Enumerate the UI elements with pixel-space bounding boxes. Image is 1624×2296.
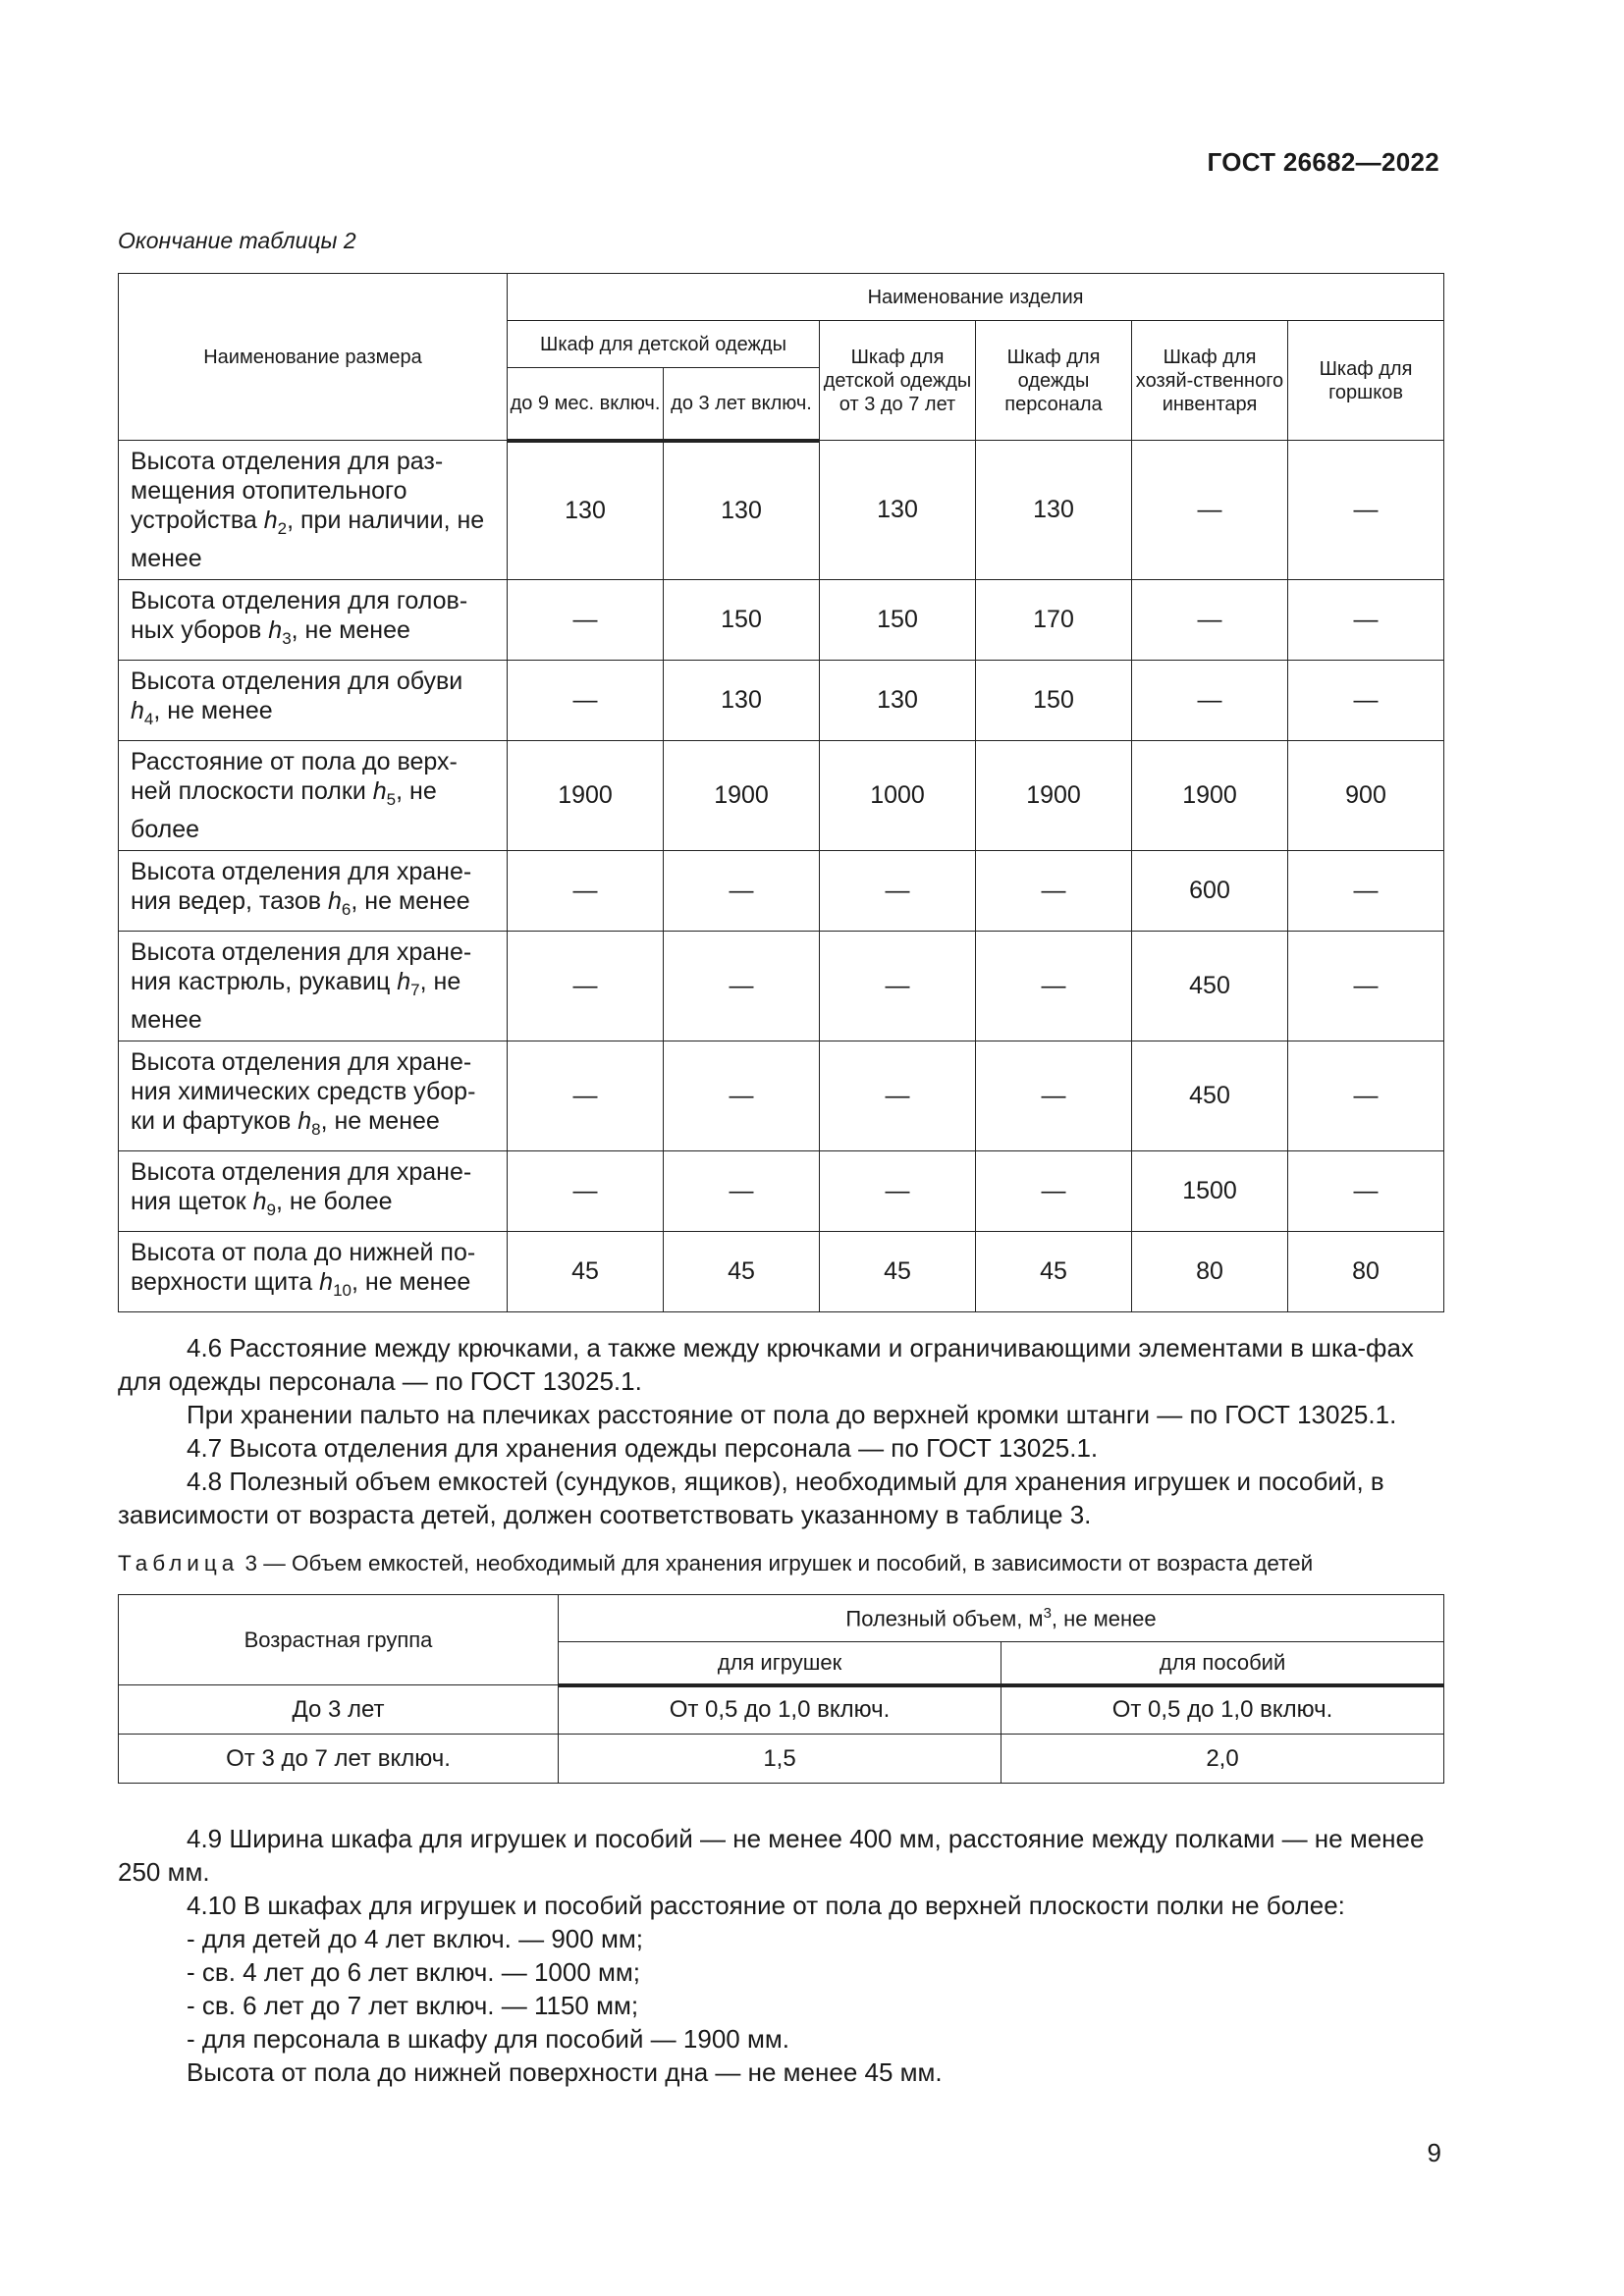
table-cell: — [1288, 932, 1444, 1041]
table-cell: — [508, 580, 664, 661]
paragraph-4-8: 4.8 Полезный объем емкостей (сундуков, ящиков), необходимый для хранения игрушек и пособий, в зависимости от возраста детей, должен соответствовать указанному в таблице 3. [118, 1467, 1384, 1529]
table-cell: От 0,5 до 1,0 включ. [1001, 1685, 1444, 1735]
page-number: 9 [1427, 2138, 1441, 2167]
table-cell: — [1132, 661, 1288, 741]
table-cell: 600 [1132, 851, 1288, 932]
table-cell: — [976, 1151, 1132, 1232]
table-row [119, 741, 1444, 851]
table-cell: 1000 [820, 741, 976, 851]
table-cell: 130 [664, 441, 820, 580]
row-label: Высота от пола до нижней по-верхности щита $h_{10}$, не менее [119, 1232, 508, 1312]
table-cell: — [1288, 661, 1444, 741]
paragraph-bottom-height: Высота от пола до нижней поверхности дна — не менее 45 мм. [187, 2057, 943, 2087]
table-cell: 2,0 [1001, 1735, 1444, 1784]
table-cell: 130 [976, 441, 1132, 580]
table-cell: 130 [820, 661, 976, 741]
list-item: - св. 6 лет до 7 лет включ. — 1150 мм; [187, 1991, 639, 2020]
table-cell: — [976, 932, 1132, 1041]
paragraph-4-10: 4.10 В шкафах для игрушек и пособий расстояние от пола до верхней плоскости полки не более: [187, 1891, 1345, 1920]
table-cell: 150 [664, 580, 820, 661]
volume-table [118, 1594, 1444, 1784]
table3-title [118, 1551, 1443, 1576]
table-cell: — [1288, 1151, 1444, 1232]
table-cell: 150 [976, 661, 1132, 741]
table-cell: — [1288, 1041, 1444, 1151]
list-item: - для персонала в шкафу для пособий — 1900 мм. [187, 2024, 789, 2054]
table-row [119, 932, 1444, 1041]
table-cell: — [1132, 441, 1288, 580]
age-group-header: Возрастная группа [119, 1595, 559, 1685]
table-cell: 130 [508, 441, 664, 580]
table-row [119, 1151, 1444, 1232]
table-cell: — [820, 932, 976, 1041]
children-wardrobe-header: Шкаф для детской одежды [508, 321, 820, 368]
sub-3-years-header: до 3 лет включ. [664, 368, 820, 441]
table-cell: 80 [1288, 1232, 1444, 1312]
row-label: Высота отделения для хране-ния ведер, тазов $h_6$, не менее [119, 851, 508, 932]
household-wardrobe-header: Шкаф для хозяй-ственного инвентаря [1132, 321, 1288, 441]
table-cell: 1900 [664, 741, 820, 851]
size-name-header: Наименование размера [119, 274, 508, 441]
table-caption: Окончание таблицы 2 [118, 228, 356, 253]
table-cell: 1500 [1132, 1151, 1288, 1232]
row-label: Высота отделения для хране-ния кастрюль, рукавиц $h_7$, не менее [119, 932, 508, 1041]
table-row [119, 441, 1444, 580]
table-row [119, 661, 1444, 741]
table-row [119, 1232, 1444, 1312]
row-label: Высота отделения для хране-ния химических средств убор-ки и фартуков $h_8$, не менее [119, 1041, 508, 1151]
table-cell: — [820, 1041, 976, 1151]
table-cell: 45 [508, 1232, 664, 1312]
table-cell: От 3 до 7 лет включ. [119, 1735, 559, 1784]
aids-header: для пособий [1001, 1642, 1444, 1685]
table-cell: 80 [1132, 1232, 1288, 1312]
table-cell: 130 [664, 661, 820, 741]
paragraph-4-6: 4.6 Расстояние между крючками, а также между крючками и ограничивающими элементами в шка-фах для одежды персонала — по ГОСТ 13025.1. [118, 1333, 1414, 1396]
table-cell: — [508, 1151, 664, 1232]
table-cell: — [508, 661, 664, 741]
paragraph-4-9: 4.9 Ширина шкафа для игрушек и пособий — не менее 400 мм, расстояние между полками — не менее 250 мм. [118, 1824, 1425, 1887]
potty-wardrobe-header: Шкаф для горшков [1288, 321, 1444, 441]
table-cell: 45 [664, 1232, 820, 1312]
table-cell: — [1288, 580, 1444, 661]
table-row [119, 851, 1444, 932]
row-label: Высота отделения для обуви $h_4$, не менее [119, 661, 508, 741]
table-cell: — [1132, 580, 1288, 661]
table-cell: — [820, 1151, 976, 1232]
table3-word: Таблица [118, 1551, 240, 1575]
table-cell: — [976, 1041, 1132, 1151]
table-cell: — [664, 851, 820, 932]
dimensions-table [118, 273, 1444, 1312]
table-cell: 900 [1288, 741, 1444, 851]
table-cell: 1900 [1132, 741, 1288, 851]
table-cell: 1900 [508, 741, 664, 851]
table-cell: 150 [820, 580, 976, 661]
table-cell: 1900 [976, 741, 1132, 851]
table-cell: — [508, 1041, 664, 1151]
row-label: Расстояние от пола до верх-ней плоскости полки $h_5$, не более [119, 741, 508, 851]
sub-9-months-header: до 9 мес. включ. [508, 368, 664, 441]
row-label: Высота отделения для раз-мещения отопительного устройства $h_2$, при наличии, не менее [119, 441, 508, 580]
table-cell: — [508, 932, 664, 1041]
useful-volume-header: Полезный объем, $м^3$, не менее [559, 1595, 1444, 1642]
table-cell: 450 [1132, 932, 1288, 1041]
table-cell: До 3 лет [119, 1685, 559, 1735]
kids-3-7-header: Шкаф для детской одежды от 3 до 7 лет [820, 321, 976, 441]
table-cell: — [1288, 851, 1444, 932]
product-name-header: Наименование изделия [508, 274, 1444, 321]
table-cell: 450 [1132, 1041, 1288, 1151]
table-cell: — [1288, 441, 1444, 580]
table-row [119, 580, 1444, 661]
table-cell: — [508, 851, 664, 932]
table-cell: 45 [976, 1232, 1132, 1312]
paragraph-coat-note: При хранении пальто на плечиках расстояние от пола до верхней кромки штанги — по ГОСТ 13025.1. [187, 1400, 1397, 1429]
table-cell: — [664, 1151, 820, 1232]
toys-header: для игрушек [559, 1642, 1001, 1685]
table-row [119, 1041, 1444, 1151]
list-item: - св. 4 лет до 6 лет включ. — 1000 мм; [187, 1957, 640, 1987]
table-cell: — [664, 1041, 820, 1151]
table-cell: 1,5 [559, 1735, 1001, 1784]
table-cell: 45 [820, 1232, 976, 1312]
table-cell: 130 [820, 441, 976, 580]
table-cell: — [664, 932, 820, 1041]
document-code: ГОСТ 26682—2022 [1207, 147, 1439, 177]
table-cell: 170 [976, 580, 1132, 661]
table-cell: От 0,5 до 1,0 включ. [559, 1685, 1001, 1735]
list-item: - для детей до 4 лет включ. — 900 мм; [187, 1924, 643, 1953]
table3-title-text: 3 — Объем емкостей, необходимый для хранения игрушек и пособий, в зависимости от возраста детей [239, 1551, 1314, 1575]
row-label: Высота отделения для хране-ния щеток $h_9$, не более [119, 1151, 508, 1232]
table-cell: — [820, 851, 976, 932]
staff-wardrobe-header: Шкаф для одежды персонала [976, 321, 1132, 441]
row-label: Высота отделения для голов-ных уборов $h_3$, не менее [119, 580, 508, 661]
paragraph-4-7: 4.7 Высота отделения для хранения одежды персонала — по ГОСТ 13025.1. [187, 1433, 1099, 1463]
table-cell: — [976, 851, 1132, 932]
